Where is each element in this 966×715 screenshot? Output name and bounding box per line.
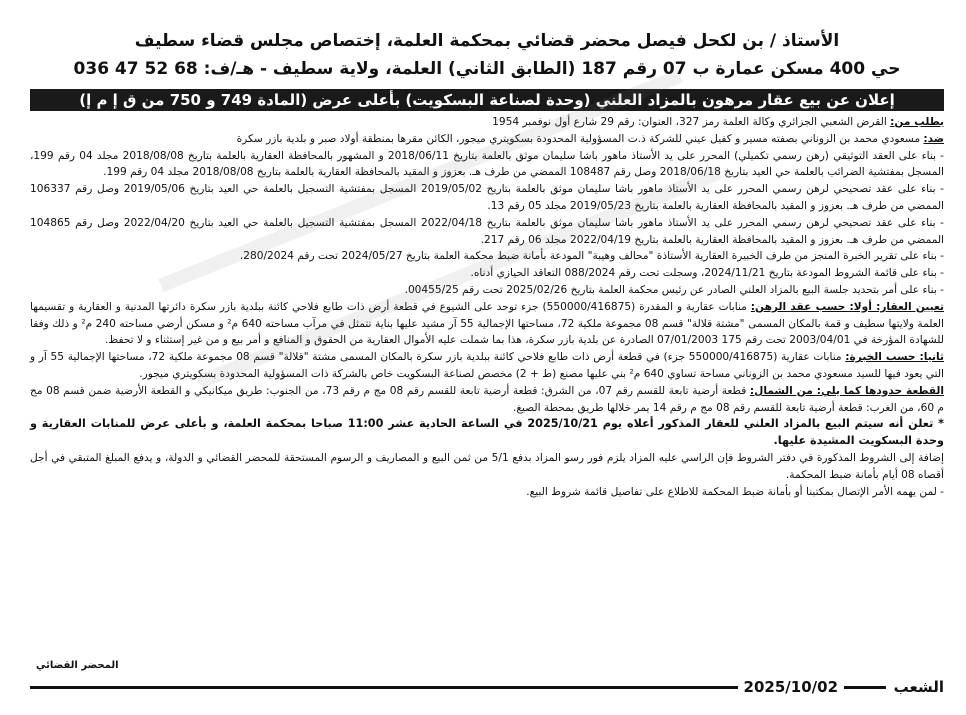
against-text: مسعودي محمد بن الزوناني بصفته مسير و كفيل عيني للشركة ذ.ت المسؤولية المحدودة بسكويتري ميجور، الكائن مقرها بمنطقة أولاد صبر و بلدية بازر سكرة [236, 132, 924, 145]
correction-paragraph-2: - بناء على عقد تصحيحي لرهن رسمي المحرر على يد الأستاذ ماهور باشا سليمان موثق بالعلمة بتاريخ 2022/04/18 المسجل بمفتشية التسجيل بالعلمة حي العيد بتاريخ 2022/04/20 وصل رقم 104865 الممضي من طرف هـ. بعزوز و المقيد بالمحافظة العقارية بالعلمة بتاريخ 2022/04/19 مجلد 06 رقم 217. [30, 216, 944, 246]
boundaries-paragraph [30, 383, 944, 417]
property-first-paragraph [30, 299, 944, 349]
boundaries-label: القطعة حدودها كما يلي: من الشمال: [749, 384, 945, 397]
bailiff-header: الأستاذ / بن لكحل فيصل محضر قضائي بمحكمة العلمة، إختصاص مجلس قضاء سطيف [134, 31, 840, 51]
sale-date-paragraph: * تعلن أنه سيتم البيع بالمزاد العلني للعقار المذكور أعلاه يوم 2025/10/21 في الساعة الحادية عشر 11:00 صباحا بمحكمة العلمة، و بأعلى عرض للمنابات العقارية و وحدة البسكويت المشيدة عليها. [30, 417, 944, 448]
against-label: ضد: [923, 132, 944, 145]
correction-paragraph-1: - بناء على عقد تصحيحي لرهن رسمي المحرر على يد الأستاذ ماهور باشا سليمان موثق بالعلمة بتاريخ 2019/05/02 المسجل بمفتشية التسجيل بالعلمة حي العيد بتاريخ 2019/05/06 وصل رقم 106337 الممضي من طرف هـ. بعزوز و المقيد بالمحافظة العقارية بالعلمة بتاريخ 2019/05/23 مجلد 05 رقم 13. [30, 183, 944, 212]
phone-number: 036 47 52 68 [73, 59, 198, 79]
property-first-text: منابات عقارية و المقدرة (550000/416875) جزء توحد على الشيوع في قطعة أرض ذات طابع فلاحي كائنة ببلدية بازر سكرة دائرتها المدنية و العقارية و تقسيمها العلمة ولايتها سطيف و قمة بالمكان المسمى "مشتة قلالة" قسم 08 مجموعة ملكية 72، مساحتها الإجمالية 55 آر مشيد عليها بناية تتمثل في مرآب مساحته 640 م² و مسكن أرضي مساحته 240 م² و ذلك وفقا للشهادة المؤرخة في 2003/04/01 تحت رقم 175 07/01/2003 الصادرة عن بلدية بازر سكرة، هذا بما شملت عليه الأموال العقارية من الحقوق و المنافع و أمر بيع و من غير إستثناء و لا تحفظ. [30, 300, 944, 347]
requester-text: القرض الشعبي الجزائري وكالة العلمة رمز 327، العنوان: رقم 29 شارع أول نوفمبر 1954 [492, 116, 891, 128]
conditions-paragraph: - بناء على قائمة الشروط المودعة بتاريخ 2024/11/21، وسجلت تحت رقم 088/2024 التعاقد الحيازي أدناه. [470, 267, 944, 280]
against-paragraph [30, 131, 944, 148]
publication-date: 2025/10/02 [738, 678, 844, 696]
property-first-label: تعيين العقار: أولا: حسب عقد الرهن: [750, 300, 944, 313]
newspaper-footer [30, 678, 944, 715]
address-text: حي 400 مسكن عمارة ب 07 رقم 187 (الطابق الثاني) العلمة، ولاية سطيف - هـ/ف: [203, 59, 901, 79]
mortgage-paragraph: - بناء على العقد التوثيقي (رهن رسمي تكميلي) المحرر على يد الأستاذ ماهور باشا سليمان موثق بالعلمة بتاريخ 2018/06/11 و المشهور بالمحافظة العقارية بالعلمة بتاريخ 2018/08/08 مجلد 04 رقم 199، المسجل بمفتشية الضرائب بالعلمة حي العيد بتاريخ 2018/06/18 وصل رقم 108487 الممضي من طرف هـ. بعزوز و المقيد بالمحافظة العقارية بالعلمة بتاريخ 2018/08/08 مجلد 04 رقم 199. [30, 149, 944, 179]
newspaper-name: الشعب [886, 678, 944, 696]
address-line [30, 58, 944, 80]
payment-terms-paragraph: إضافة إلى الشروط المذكورة في دفتر الشروط فإن الراسي عليه المزاد يلزم فور رسو المزاد بدفع 5/1 من ثمن البيع و المصاريف و الرسوم المستحقة للمحضر القضائي و الدولة، و يدفع المبلغ المتبقي في أجل أقصاه 08 أيام بأمانة ضبط المحكمة. [30, 451, 945, 481]
announcement-title: إعلان عن بيع عقار مرهون بالمزاد العلني (وحدة لصناعة البسكويت) بأعلى عرض (المادة 749 و 750 من ق إ م إ) [30, 89, 944, 111]
property-second-text: منابات عقارية (550000/416875 جزء) في قطعة أرض ذات طابع فلاحي كائنة ببلدية بازر سكرة بالمكان المسمى مشتة "قلالة" قسم 08 مجموعة ملكية 72، مساحتها الإجمالية 55 آر و التي يعود فيها للسيد مسعودي محمد بن الزوناني مساحة تساوي 640 م² بني عليها مصنع (ط + 2) مخصص لصناعة البسكويت خاص بالشركة ذات المسؤولية المحدودة بسكويتري ميجور. [30, 351, 944, 380]
requester-label: بطلب من: [890, 116, 944, 128]
order-paragraph: - بناء على أمر بتحديد جلسة البيع بالمزاد العلني الصادر عن رئيس محكمة العلمة بتاريخ 2025/02/26 تحت رقم 00455/25. [404, 283, 944, 296]
bailiff-signature: المحضر القضائي [36, 660, 119, 671]
contact-paragraph: - لمن يهمه الأمر الإتصال بمكتبنا أو بأمانة ضبط المحكمة للاطلاع على تفاصيل قائمة شروط البيع. [526, 485, 944, 498]
property-second-label: ثانيا: حسب الخبرة: [845, 351, 944, 364]
requester-paragraph [30, 114, 944, 131]
property-second-paragraph [30, 349, 944, 383]
announcement-body [30, 114, 944, 500]
expertise-paragraph: - بناء على تقرير الخبرة المنجز من طرف الخبيرة العقارية الأستاذة "محالف وهيبة" المودعة بأمانة ضبط محكمة العلمة بتاريخ 2024/05/27 تحت رقم 280/2024. [239, 250, 944, 263]
boundaries-text: قطعة أرضية تابعة للقسم رقم 07، من الشرق: قطعة أرضية تابعة للقسم رقم 08 مج م رقم 73، من الجنوب: طريق ميكانيكي و القطعة الأرضية ضمن قسم 08 مج م 60، من الغرب: قطعة أرضية تابعة للقسم رقم 08 مج م رقم 14 يمر خلالها طريق بمحطة الصيغ. [30, 384, 944, 414]
